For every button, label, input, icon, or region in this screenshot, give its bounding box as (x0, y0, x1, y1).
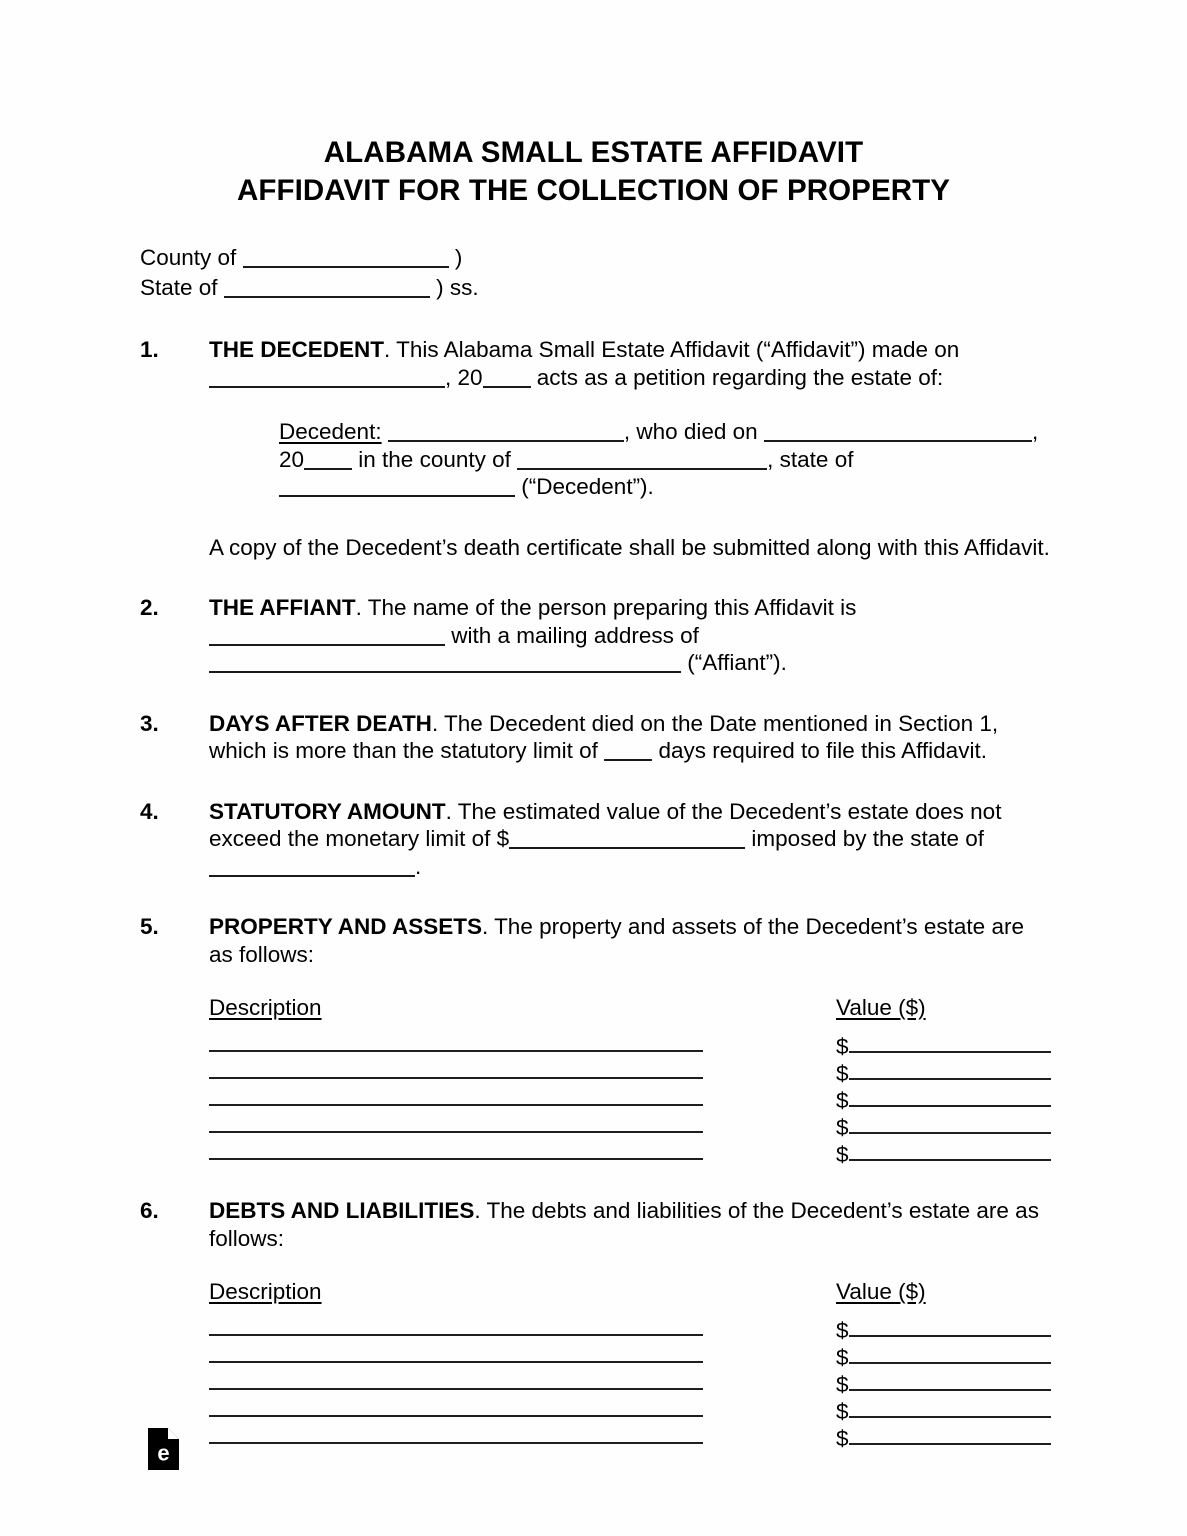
spacer (0, 968, 1187, 995)
section-6-body (209, 1197, 1052, 1252)
decedent-name-blank[interactable] (388, 420, 624, 442)
debts-value-cell (836, 1400, 1051, 1423)
property-value-cell (836, 1143, 1051, 1166)
section-number-6: 6. (140, 1198, 159, 1223)
spacer (0, 1252, 1187, 1279)
property-assets-table (0, 995, 1187, 1167)
debts-col-value: Value ($) (836, 1279, 926, 1304)
debts-value-blank[interactable] (849, 1400, 1051, 1418)
debts-description-blank[interactable] (209, 1442, 703, 1444)
debts-value-blank[interactable] (849, 1346, 1051, 1364)
section-number-3: 3. (140, 710, 159, 736)
section-2-body (209, 594, 1052, 677)
debts-value-cell (836, 1346, 1051, 1369)
section-4-text-2: imposed by the state of (751, 826, 985, 851)
property-description-blank[interactable] (209, 1131, 703, 1133)
debts-description-blank[interactable] (209, 1334, 703, 1336)
state-label: State of (140, 275, 218, 300)
section-5-text-1: . The property and assets of the Decedent’s estate are as follows: (209, 914, 1024, 967)
decedent-death-year-blank[interactable] (304, 448, 352, 470)
table-row (209, 1313, 1052, 1343)
debts-value-cell (836, 1427, 1051, 1450)
title-line-2: AFFIDAVIT FOR THE COLLECTION OF PROPERTY (236, 174, 951, 207)
state-input-blank[interactable] (224, 276, 430, 298)
property-value-cell (836, 1062, 1051, 1085)
section-debts-and-liabilities (0, 1197, 1187, 1252)
section-1-text-1: . This Alabama Small Estate Affidavit (“Affidavit”) made on (384, 337, 960, 362)
decedent-county-blank[interactable] (517, 448, 767, 470)
debts-value-cell (836, 1373, 1051, 1396)
section-number-4: 4. (140, 798, 159, 824)
currency-symbol: $ (836, 1318, 849, 1343)
property-value-blank[interactable] (849, 1143, 1051, 1161)
section-days-after-death (0, 710, 1187, 765)
property-description-blank[interactable] (209, 1050, 703, 1052)
property-value-cell (836, 1116, 1051, 1139)
currency-symbol: $ (836, 1372, 849, 1397)
affidavit-date-blank[interactable] (209, 366, 445, 388)
section-statutory-amount (0, 798, 1187, 881)
debts-description-blank[interactable] (209, 1361, 703, 1363)
eforms-document-logo-icon (148, 1428, 179, 1470)
decedent-text-5: , state of (767, 446, 854, 472)
section-property-and-assets (0, 913, 1187, 968)
decedent-subblock (0, 418, 1187, 501)
section-number-1: 1. (140, 337, 159, 362)
decedent-year-prefix: 20 (279, 446, 305, 472)
section-4-heading: STATUTORY AMOUNT (209, 798, 446, 824)
county-label: County of (140, 245, 237, 270)
spacer (0, 765, 1187, 798)
table-row (209, 1340, 1052, 1370)
currency-symbol: $ (836, 1061, 849, 1086)
section-2-text-1: . The name of the person preparing this Affidavit is (355, 595, 857, 620)
spacer (0, 677, 1187, 710)
property-col-description: Description (209, 995, 322, 1020)
property-value-blank[interactable] (849, 1089, 1051, 1107)
currency-symbol: $ (836, 1034, 849, 1059)
section-4-body (209, 798, 1052, 881)
spacer (0, 561, 1187, 594)
table-row (209, 1056, 1052, 1086)
property-col-value: Value ($) (836, 995, 926, 1020)
days-limit-blank[interactable] (604, 739, 652, 761)
spacer (0, 1164, 1187, 1197)
debts-value-blank[interactable] (849, 1427, 1051, 1445)
spacer (0, 501, 1187, 534)
property-table-header (209, 995, 1052, 1025)
monetary-limit-blank[interactable] (509, 827, 745, 849)
property-table-rows (209, 1029, 1052, 1167)
section-1-heading: THE DECEDENT (209, 337, 385, 362)
table-row (209, 1110, 1052, 1140)
section-the-decedent (0, 336, 1187, 391)
death-certificate-note (0, 534, 1187, 562)
property-value-blank[interactable] (849, 1062, 1051, 1080)
section-3-text-1: . The Decedent died on the Date mentioned in Section 1, which is more than the statutory limit of (209, 710, 999, 763)
currency-symbol: $ (836, 1399, 849, 1424)
property-description-blank[interactable] (209, 1077, 703, 1079)
section-3-body (209, 710, 1052, 765)
decedent-death-date-blank[interactable] (764, 420, 1032, 442)
section-4-text-3: . (415, 853, 422, 879)
debts-value-blank[interactable] (849, 1373, 1051, 1391)
spacer (0, 303, 1187, 336)
debts-description-blank[interactable] (209, 1388, 703, 1390)
venue-block (0, 243, 1187, 303)
section-1-text-3: acts as a petition regarding the estate of: (530, 364, 944, 390)
property-value-blank[interactable] (849, 1035, 1051, 1053)
county-paren: ) (454, 245, 463, 270)
table-row (209, 1394, 1052, 1424)
decedent-label: Decedent: (279, 419, 382, 444)
table-row (209, 1421, 1052, 1451)
section-5-heading: PROPERTY AND ASSETS (209, 914, 482, 939)
state-paren: ) ss. (436, 275, 479, 300)
spacer (0, 391, 1187, 418)
section-2-text-2: with a mailing address of (451, 622, 699, 648)
section-6-heading: DEBTS AND LIABILITIES (209, 1198, 475, 1223)
debts-liabilities-table (0, 1279, 1187, 1451)
currency-symbol: $ (836, 1426, 849, 1451)
table-row (209, 1367, 1052, 1397)
section-2-text-3: (“Affiant”). (687, 650, 787, 675)
svg-text:e: e (157, 1440, 170, 1466)
spacer (0, 880, 1187, 913)
section-the-affiant (0, 594, 1187, 677)
currency-symbol: $ (836, 1088, 849, 1113)
debts-value-blank[interactable] (849, 1319, 1051, 1337)
section-4-text-1: . The estimated value of the Decedent’s estate does not exceed the monetary limit of $ (209, 798, 1002, 851)
decedent-text-4: in the county of (352, 446, 511, 472)
property-description-blank[interactable] (209, 1104, 703, 1106)
county-input-blank[interactable] (243, 246, 449, 268)
currency-symbol: $ (836, 1142, 849, 1167)
debts-value-cell (836, 1319, 1051, 1342)
venue-county-row (140, 243, 1187, 273)
section-3-heading: DAYS AFTER DEATH (209, 710, 432, 736)
table-row (209, 1029, 1052, 1059)
affidavit-year-blank[interactable] (483, 366, 531, 388)
section-3-text-2: days required to file this Affidavit. (658, 738, 987, 763)
debts-table-header (209, 1279, 1052, 1309)
statutory-state-blank[interactable] (209, 855, 415, 877)
property-value-cell (836, 1035, 1051, 1058)
debts-col-description: Description (209, 1279, 322, 1304)
title-line-1: ALABAMA SMALL ESTATE AFFIDAVIT (323, 136, 864, 169)
property-value-blank[interactable] (849, 1116, 1051, 1134)
decedent-text-2: , (1031, 419, 1039, 444)
debts-table-rows (209, 1313, 1052, 1451)
section-number-5: 5. (140, 914, 159, 939)
affiant-address-blank[interactable] (209, 651, 681, 673)
section-1-text-2: , 20 (445, 364, 483, 390)
table-row (209, 1083, 1052, 1113)
currency-symbol: $ (836, 1345, 849, 1370)
decedent-state-blank[interactable] (279, 475, 515, 497)
section-5-body (209, 913, 1052, 968)
section-2-heading: THE AFFIANT (209, 595, 356, 620)
document-title (0, 0, 1187, 210)
section-6-text-1: . The debts and liabilities of the Decedent’s estate are as follows: (209, 1198, 1039, 1251)
section-number-2: 2. (140, 595, 159, 620)
venue-state-row (140, 273, 1187, 303)
death-certificate-note-text: A copy of the Decedent’s death certificate shall be submitted along with this Affidavit. (209, 534, 1050, 560)
decedent-text-1: , who died on (623, 419, 758, 444)
decedent-text-6: (“Decedent”). (521, 474, 654, 499)
debts-description-blank[interactable] (209, 1415, 703, 1417)
section-1-body (209, 336, 1052, 391)
property-value-cell (836, 1089, 1051, 1112)
affiant-name-blank[interactable] (209, 624, 445, 646)
property-description-blank[interactable] (209, 1158, 703, 1160)
table-row (209, 1137, 1052, 1167)
currency-symbol: $ (836, 1115, 849, 1140)
